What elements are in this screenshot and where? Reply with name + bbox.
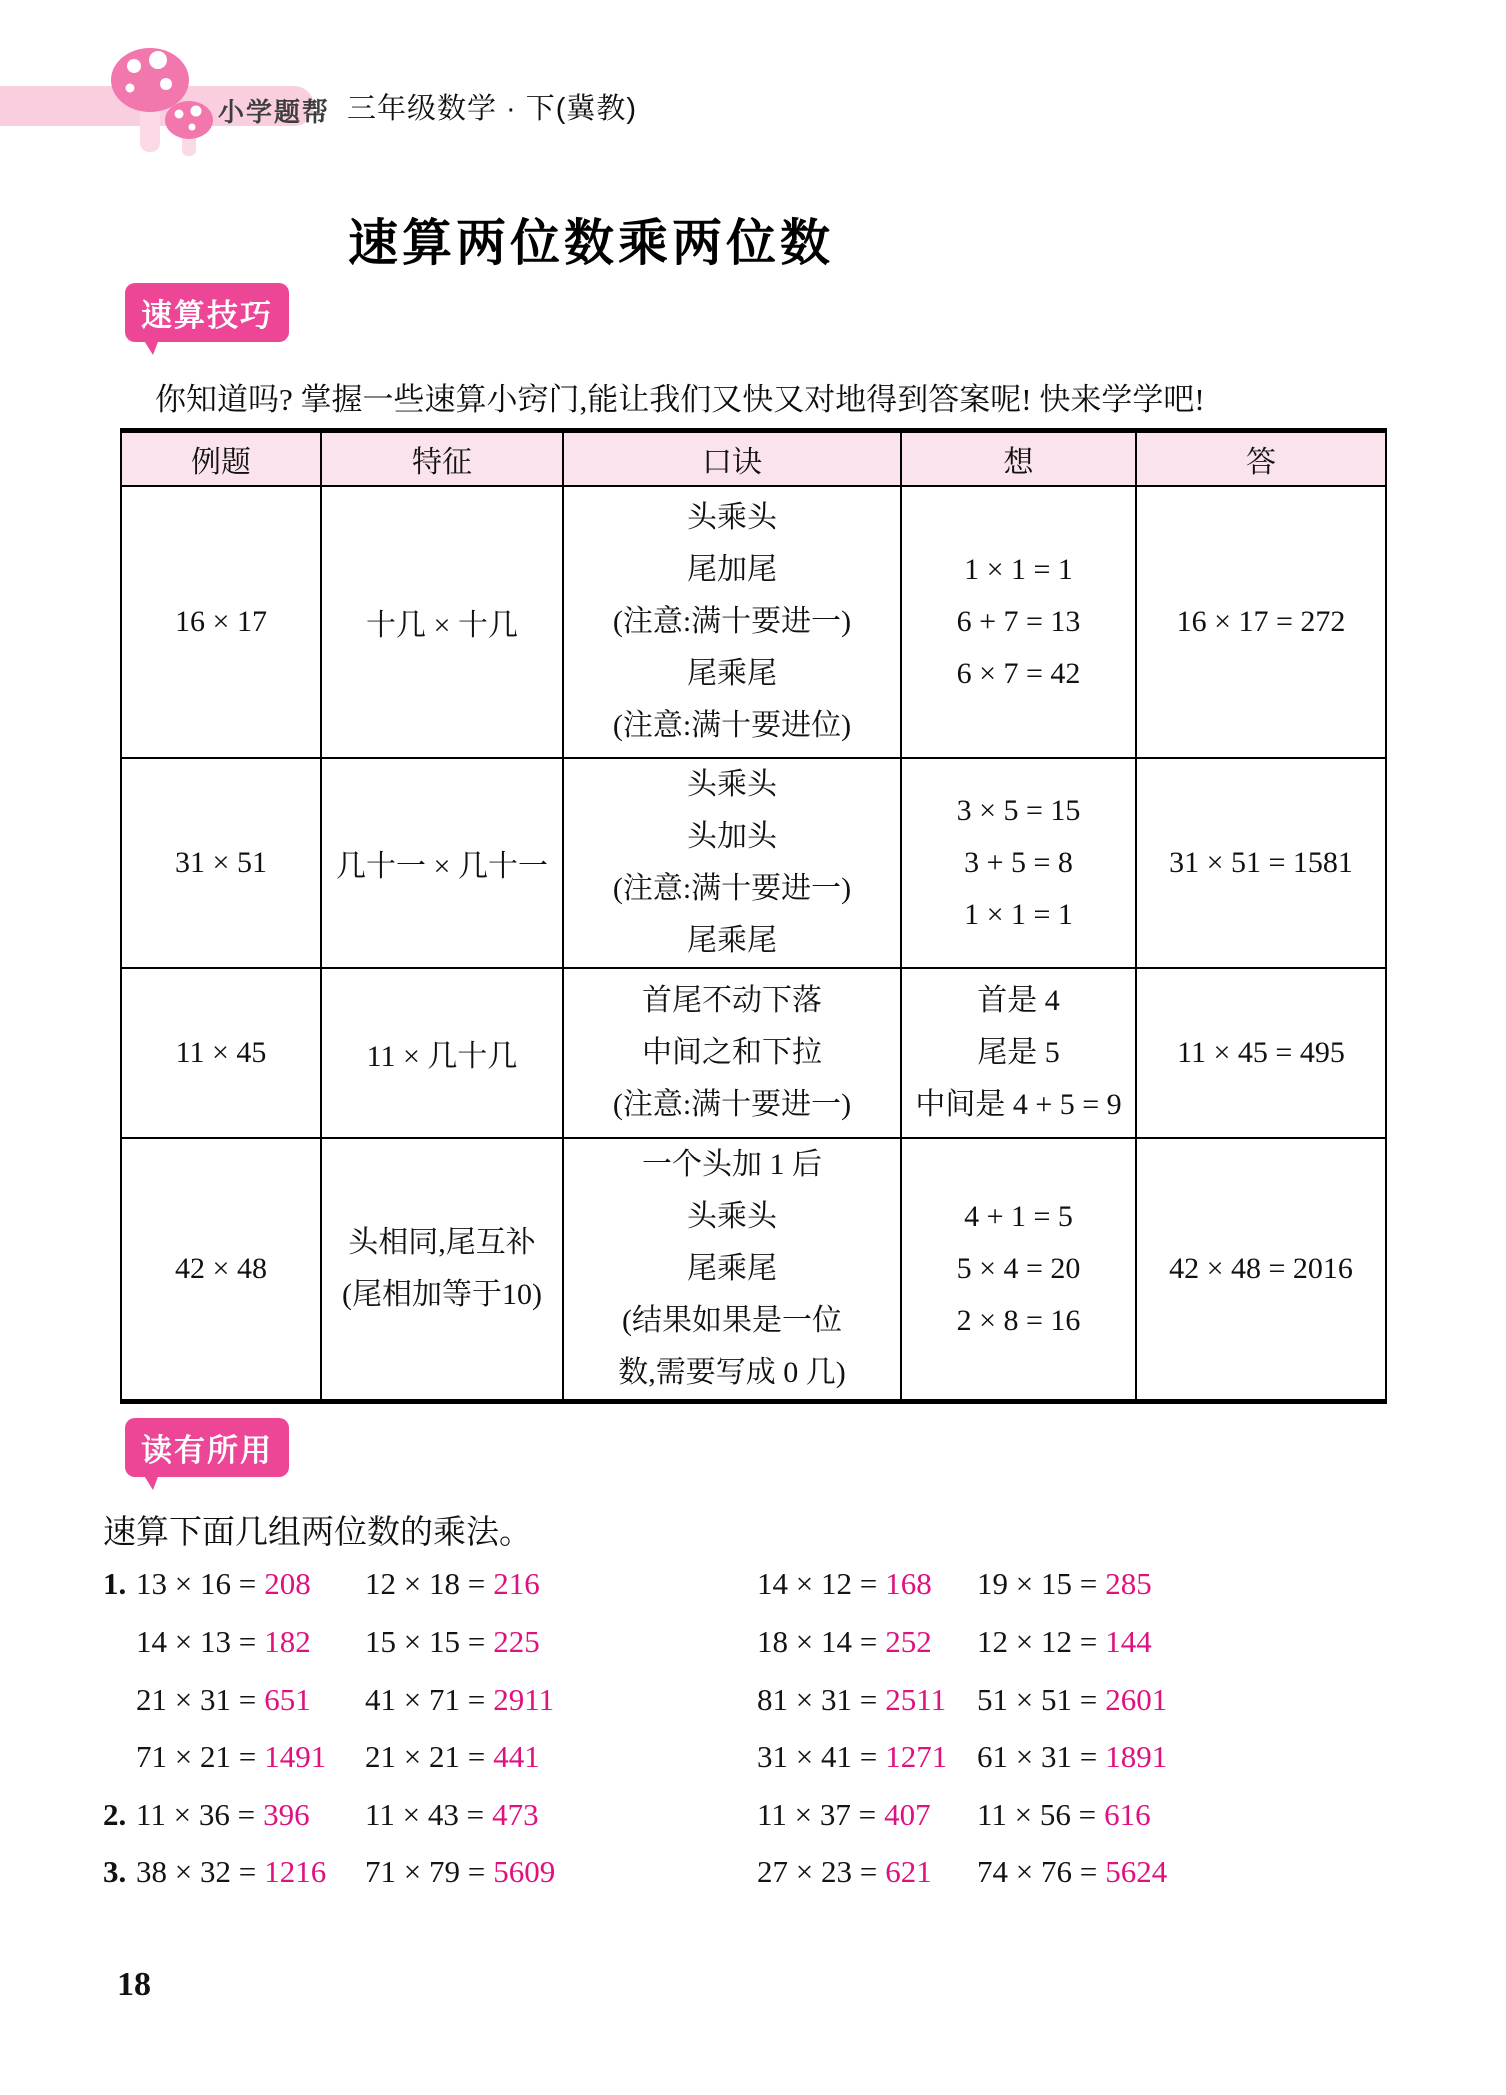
answer-value: 5609: [493, 1854, 556, 1889]
answer-value: 5624: [1105, 1854, 1168, 1889]
col-header-feature: 特征: [321, 431, 563, 487]
book-title: 三年级数学 · 下(冀教): [347, 93, 638, 125]
equation: 11 × 37 = 407: [757, 1797, 931, 1832]
equation: 71 × 21 = 1491: [136, 1739, 327, 1774]
answer-value: 285: [1105, 1566, 1152, 1601]
table-header-row: [121, 431, 1386, 487]
equation: 81 × 31 = 2511: [757, 1682, 947, 1717]
table-row: [121, 486, 1386, 758]
exercise-row: [103, 1739, 1433, 1785]
answer-value: 208: [264, 1566, 311, 1601]
answer-value: 651: [264, 1682, 311, 1717]
answer-value: 216: [493, 1566, 540, 1601]
page-number: 18: [117, 1966, 151, 2003]
equation: 12 × 12 = 144: [977, 1624, 1152, 1659]
equation: 71 × 79 = 5609: [365, 1854, 556, 1889]
exercise-row: [103, 1797, 1433, 1843]
answer-value: 2601: [1105, 1682, 1168, 1717]
practice-instruction: 速算下面几组两位数的乘法。: [103, 1515, 532, 1551]
answer-value: 1271: [885, 1739, 948, 1774]
answer-value: 473: [492, 1797, 539, 1832]
equation: 27 × 23 = 621: [757, 1854, 932, 1889]
equation: 21 × 21 = 441: [365, 1739, 540, 1774]
answer-value: 144: [1105, 1624, 1152, 1659]
cell-mnemonic: 头乘头 头加头 (注意:满十要进一) 尾乘尾: [563, 758, 901, 968]
equation: 11 × 56 = 616: [977, 1797, 1151, 1832]
answer-value: 2911: [493, 1682, 555, 1717]
section-badge-quick-tips: 速算技巧: [125, 283, 289, 342]
answer-value: 396: [263, 1797, 310, 1832]
answer-value: 252: [885, 1624, 932, 1659]
intro-text: 你知道吗? 掌握一些速算小窍门,能让我们又快又对地得到答案呢! 快来学学吧!: [155, 382, 1205, 417]
cell-answer: 42 × 48 = 2016: [1136, 1138, 1386, 1402]
answer-value: 621: [885, 1854, 932, 1889]
cell-answer: 16 × 17 = 272: [1136, 486, 1386, 758]
cell-mnemonic: 一个头加 1 后 头乘头 尾乘尾 (结果如果是一位 数,需要写成 0 几): [563, 1138, 901, 1402]
problem-number: 1.: [103, 1566, 127, 1601]
answer-value: 407: [884, 1797, 931, 1832]
equation: 38 × 32 = 1216: [136, 1854, 327, 1889]
equation: 14 × 12 = 168: [757, 1566, 932, 1601]
quick-tips-table: [120, 428, 1387, 1404]
answer-value: 1491: [264, 1739, 327, 1774]
answer-value: 168: [885, 1566, 932, 1601]
answer-value: 2511: [885, 1682, 947, 1717]
mushroom-logo-icon: [100, 36, 230, 158]
equation: 11 × 43 = 473: [365, 1797, 539, 1832]
table-row: [121, 1138, 1386, 1402]
cell-think: 首是 4 尾是 5 中间是 4 + 5 = 9: [901, 968, 1136, 1138]
badge-tail: [138, 331, 162, 355]
equation: 11 × 36 = 396: [136, 1797, 310, 1832]
cell-example: 11 × 45: [121, 968, 321, 1138]
exercise-row: [103, 1682, 1433, 1728]
problem-number: 2.: [103, 1797, 127, 1832]
cell-answer: 31 × 51 = 1581: [1136, 758, 1386, 968]
exercise-row: [103, 1854, 1433, 1900]
col-header-think: 想: [901, 431, 1136, 487]
equation: 31 × 41 = 1271: [757, 1739, 948, 1774]
brand-name: 小学题帮: [218, 97, 331, 127]
table-row: [121, 968, 1386, 1138]
table-row: [121, 758, 1386, 968]
page-title: 速算两位数乘两位数: [348, 215, 834, 271]
equation: 74 × 76 = 5624: [977, 1854, 1168, 1889]
cell-feature: 11 × 几十几: [321, 968, 563, 1138]
answer-value: 616: [1104, 1797, 1151, 1832]
equation: 51 × 51 = 2601: [977, 1682, 1168, 1717]
exercise-row: [103, 1566, 1433, 1612]
equation: 14 × 13 = 182: [136, 1624, 311, 1659]
cell-feature: 十几 × 十几: [321, 486, 563, 758]
exercise-row: [103, 1624, 1433, 1670]
cell-mnemonic: 头乘头 尾加尾 (注意:满十要进一) 尾乘尾 (注意:满十要进位): [563, 486, 901, 758]
col-header-answer: 答: [1136, 431, 1386, 487]
equation: 12 × 18 = 216: [365, 1566, 540, 1601]
cell-feature: 头相同,尾互补 (尾相加等于10): [321, 1138, 563, 1402]
answer-value: 1216: [264, 1854, 327, 1889]
col-header-mnemonic: 口诀: [563, 431, 901, 487]
section-badge-practice: 读有所用: [125, 1418, 289, 1477]
equation: 21 × 31 = 651: [136, 1682, 311, 1717]
cell-example: 42 × 48: [121, 1138, 321, 1402]
cell-example: 16 × 17: [121, 486, 321, 758]
cell-feature: 几十一 × 几十一: [321, 758, 563, 968]
badge-tail: [138, 1466, 162, 1490]
col-header-example: 例题: [121, 431, 321, 487]
equation: 15 × 15 = 225: [365, 1624, 540, 1659]
equation: 13 × 16 = 208: [136, 1566, 311, 1601]
equation: 41 × 71 = 2911: [365, 1682, 555, 1717]
cell-think: 1 × 1 = 1 6 + 7 = 13 6 × 7 = 42: [901, 486, 1136, 758]
equation: 61 × 31 = 1891: [977, 1739, 1168, 1774]
answer-value: 182: [264, 1624, 311, 1659]
equation: 18 × 14 = 252: [757, 1624, 932, 1659]
answer-value: 441: [493, 1739, 540, 1774]
answer-value: 1891: [1105, 1739, 1168, 1774]
cell-think: 3 × 5 = 15 3 + 5 = 8 1 × 1 = 1: [901, 758, 1136, 968]
exercise-grid: [103, 1566, 1433, 1926]
cell-example: 31 × 51: [121, 758, 321, 968]
cell-mnemonic: 首尾不动下落 中间之和下拉 (注意:满十要进一): [563, 968, 901, 1138]
answer-value: 225: [493, 1624, 540, 1659]
equation: 19 × 15 = 285: [977, 1566, 1152, 1601]
cell-answer: 11 × 45 = 495: [1136, 968, 1386, 1138]
cell-think: 4 + 1 = 5 5 × 4 = 20 2 × 8 = 16: [901, 1138, 1136, 1402]
problem-number: 3.: [103, 1854, 127, 1889]
